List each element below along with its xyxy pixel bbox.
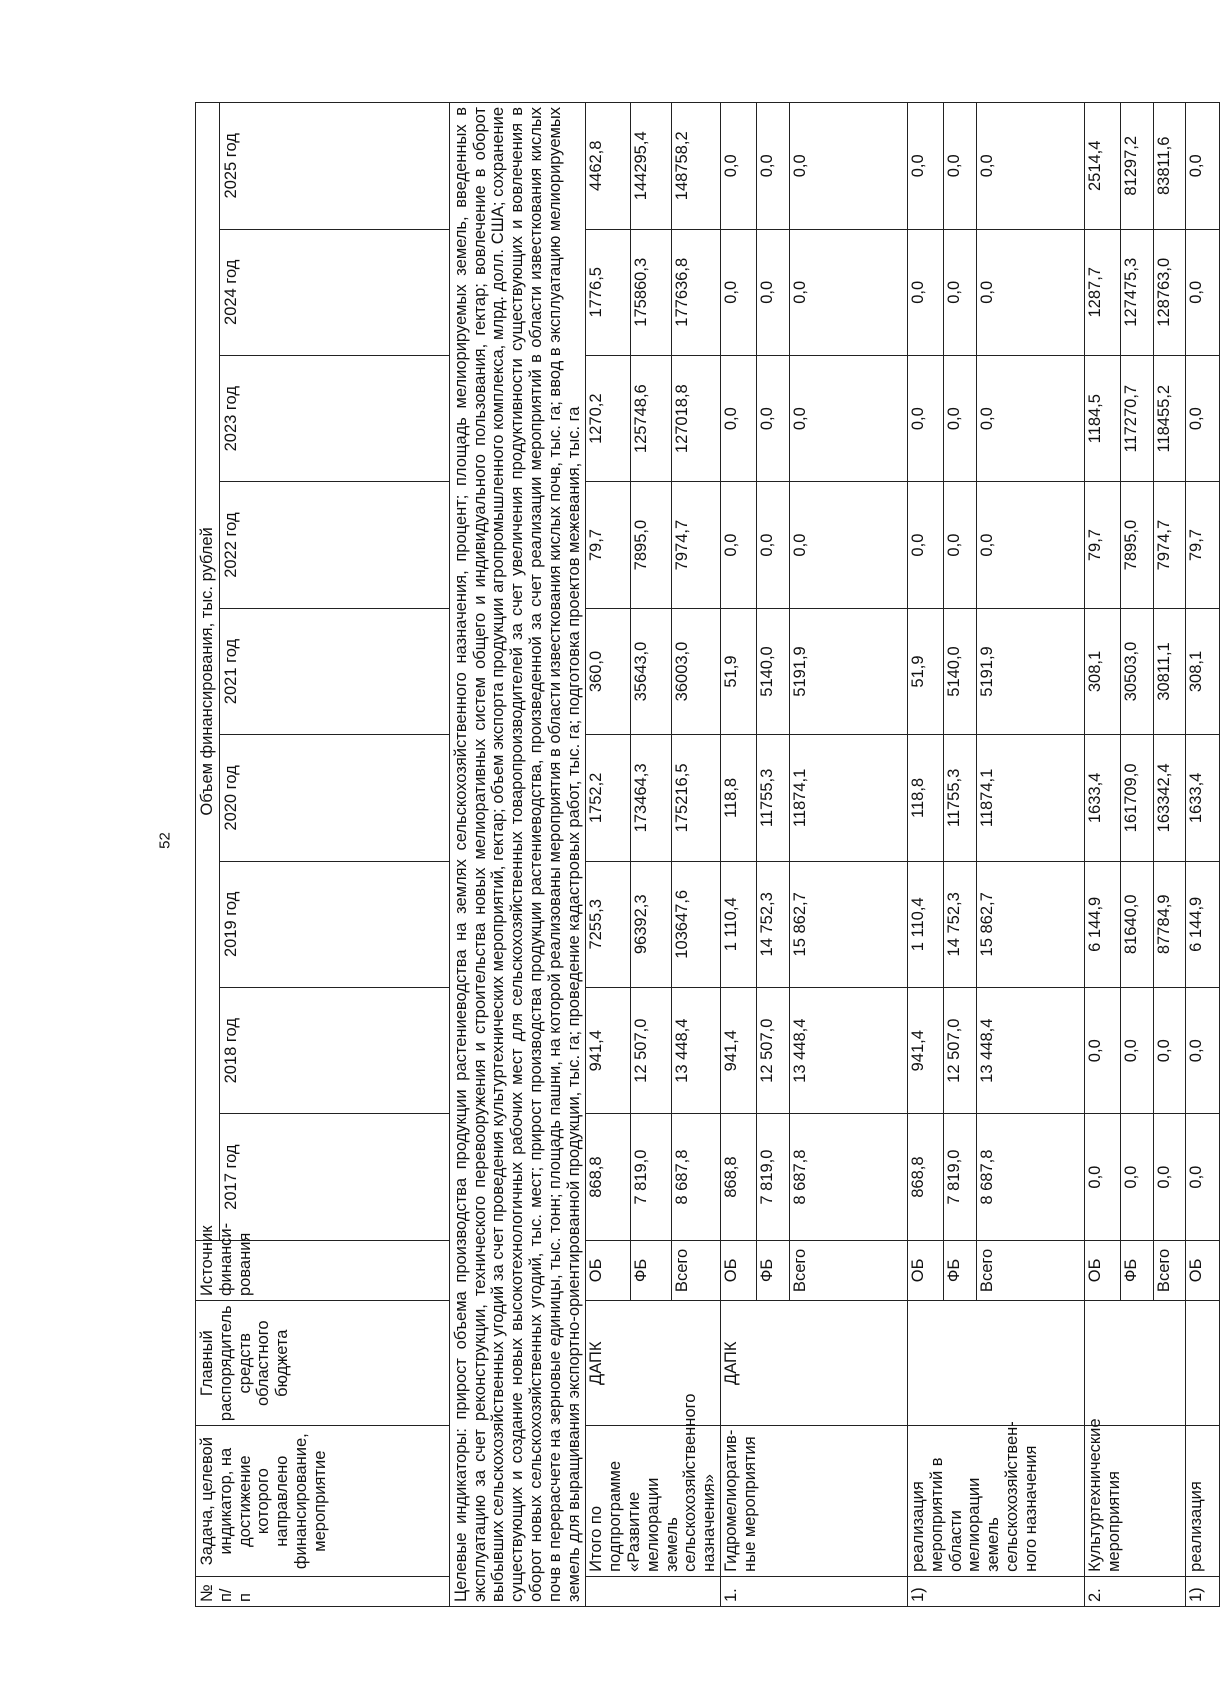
amount-cell: 0,0 <box>789 229 907 355</box>
header-year: 2025 год <box>219 103 449 230</box>
amount-cell: 0,0 <box>756 229 789 355</box>
header-year: 2018 год <box>219 988 449 1114</box>
activity-name: реализация мероприятий в области мелиорации земель сельскохозяйствен-ного назначения <box>907 1426 1084 1576</box>
amount-cell: 5191,9 <box>976 608 1084 734</box>
amount-cell: 0,0 <box>789 482 907 608</box>
amount-cell: 0,0 <box>1120 988 1153 1114</box>
amount-cell: 0,0 <box>907 355 943 481</box>
amount-cell: 0,0 <box>720 355 756 481</box>
amount-cell: 5140,0 <box>756 608 789 734</box>
amount-cell: 6 144,9 <box>1084 861 1120 987</box>
amount-cell: 1270,2 <box>586 355 630 481</box>
amount-cell: 8 687,8 <box>976 1114 1084 1240</box>
amount-cell: 11874,1 <box>976 735 1084 861</box>
amount-cell: 1633,4 <box>1084 735 1120 861</box>
amount-cell: 5191,9 <box>789 608 907 734</box>
amount-cell: 0,0 <box>1185 229 1219 355</box>
funding-source: ОБ <box>720 1240 756 1300</box>
budget-manager: ДАПК <box>720 1301 907 1426</box>
amount-cell: 7895,0 <box>1120 482 1153 608</box>
amount-cell: 941,4 <box>720 988 756 1114</box>
funding-source: Всего <box>789 1240 907 1300</box>
header-year: 2019 год <box>219 861 449 987</box>
amount-cell: 0,0 <box>907 482 943 608</box>
amount-cell: 13 448,4 <box>789 988 907 1114</box>
header-year: 2024 год <box>219 229 449 355</box>
amount-cell: 175216,5 <box>671 735 720 861</box>
amount-cell: 0,0 <box>1185 988 1219 1114</box>
amount-cell: 173464,3 <box>630 735 671 861</box>
amount-cell: 0,0 <box>907 103 943 230</box>
amount-cell: 30811,1 <box>1153 608 1185 734</box>
amount-cell: 0,0 <box>756 355 789 481</box>
amount-cell: 175860,3 <box>630 229 671 355</box>
amount-cell: 161709,0 <box>1120 735 1153 861</box>
amount-cell: 81297,2 <box>1120 103 1153 230</box>
amount-cell: 15 862,7 <box>789 861 907 987</box>
amount-cell: 1633,4 <box>1185 735 1219 861</box>
amount-cell: 0,0 <box>789 103 907 230</box>
amount-cell: 14 752,3 <box>943 861 976 987</box>
activity-name: Гидромелиоратив-ные мероприятия <box>720 1426 907 1576</box>
amount-cell: 14 752,3 <box>756 861 789 987</box>
amount-cell: 118,8 <box>720 735 756 861</box>
table-row <box>586 103 630 1607</box>
amount-cell: 0,0 <box>1084 1114 1120 1240</box>
header-volume: Объем финансирования, тыс. рублей <box>196 103 220 1241</box>
header-no: № п/п <box>196 1576 450 1606</box>
amount-cell: 0,0 <box>943 103 976 230</box>
amount-cell: 8 687,8 <box>789 1114 907 1240</box>
target-indicators: Целевые индикаторы: прирост объема производства продукции растениеводства на землях сельскохозяйственного назначения, процент; площадь мелиорируемых земель, введенных в эксплуатацию за счет реконструкции, технического перевооружения и строительства новых мелиоративных систем общего и индивидуального пользования, гектар; вовлечение в оборот выбывших сельскохозяйственных угодий за счет проведения культуртехнических мероприятий, гектар; объем экспорта продукции агропромышленного комплекса, млрд. долл. США; сохранение существующих и создание новых высокотехнологичных рабочих мест для сельскохозяйственных товаропроизводителей за счет увеличения продуктивности существующих и вовлечения в оборот новых сельскохозяйственных угодий, тыс. мест; прирост производства продукции растениеводства, произведенной за счет реализации мероприятий в области известкования кислых почв в перерасчете на зерновые единицы, тыс. тонн; площадь пашни, на которой реализованы мероприятия в области известкования кислых почв, тыс. га; ввод в эксплуатацию мелиорируемых земель для выращивания экспортно-ориентированной продукции, тыс. га; проведение кадастровых работ, тыс. га; подготовка проектов межевания, тыс. га <box>449 103 586 1607</box>
amount-cell: 1 110,4 <box>907 861 943 987</box>
header-source: Источник финанси-рования <box>196 1240 450 1300</box>
amount-cell: 868,8 <box>907 1114 943 1240</box>
amount-cell: 87784,9 <box>1153 861 1185 987</box>
amount-cell: 118455,2 <box>1153 355 1185 481</box>
budget-manager <box>907 1301 1084 1426</box>
funding-source: ФБ <box>1120 1240 1153 1300</box>
amount-cell: 7895,0 <box>630 482 671 608</box>
amount-cell: 35643,0 <box>630 608 671 734</box>
activity-name: Итого по подпрограмме «Развитие мелиорации земель сельскохозяйственного назначения» <box>586 1426 721 1576</box>
amount-cell: 0,0 <box>756 103 789 230</box>
funding-source: Всего <box>976 1240 1084 1300</box>
amount-cell: 1 110,4 <box>720 861 756 987</box>
header-year: 2022 год <box>219 482 449 608</box>
funding-source: ФБ <box>943 1240 976 1300</box>
amount-cell: 117270,7 <box>1120 355 1153 481</box>
amount-cell: 1287,7 <box>1084 229 1120 355</box>
amount-cell: 51,9 <box>720 608 756 734</box>
amount-cell: 941,4 <box>586 988 630 1114</box>
amount-cell: 7 819,0 <box>630 1114 671 1240</box>
amount-cell: 163342,4 <box>1153 735 1185 861</box>
amount-cell: 0,0 <box>976 229 1084 355</box>
amount-cell: 12 507,0 <box>756 988 789 1114</box>
amount-cell: 7 819,0 <box>756 1114 789 1240</box>
amount-cell: 0,0 <box>943 355 976 481</box>
row-number: 1) <box>1185 1576 1219 1606</box>
amount-cell: 81640,0 <box>1120 861 1153 987</box>
amount-cell: 7 819,0 <box>943 1114 976 1240</box>
amount-cell: 30503,0 <box>1120 608 1153 734</box>
amount-cell: 1776,5 <box>586 229 630 355</box>
amount-cell: 118,8 <box>907 735 943 861</box>
header-year: 2020 год <box>219 735 449 861</box>
amount-cell: 7974,7 <box>1153 482 1185 608</box>
table-row <box>1084 103 1120 1607</box>
amount-cell: 0,0 <box>720 482 756 608</box>
amount-cell: 0,0 <box>720 229 756 355</box>
amount-cell: 11755,3 <box>943 735 976 861</box>
amount-cell: 5140,0 <box>943 608 976 734</box>
amount-cell: 13 448,4 <box>976 988 1084 1114</box>
row-number: 1) <box>907 1576 1084 1606</box>
row-number: 2. <box>1084 1576 1185 1606</box>
funding-source: ОБ <box>586 1240 630 1300</box>
budget-manager <box>1185 1301 1219 1426</box>
budget-manager: ДАПК <box>586 1301 721 1426</box>
amount-cell: 1752,2 <box>586 735 630 861</box>
funding-source: Всего <box>1153 1240 1185 1300</box>
table-row <box>907 103 943 1607</box>
amount-cell: 4462,8 <box>586 103 630 230</box>
amount-cell: 79,7 <box>586 482 630 608</box>
activity-name: Культуртехнические мероприятия <box>1084 1426 1185 1576</box>
amount-cell: 0,0 <box>1185 1114 1219 1240</box>
amount-cell: 11874,1 <box>789 735 907 861</box>
header-year: 2021 год <box>219 608 449 734</box>
amount-cell: 868,8 <box>720 1114 756 1240</box>
header-manager: Главный распорядитель средств областного бюджета <box>196 1301 450 1426</box>
amount-cell: 144295,4 <box>630 103 671 230</box>
activity-name: реализация <box>1185 1426 1219 1576</box>
amount-cell: 13 448,4 <box>671 988 720 1114</box>
rotated-page <box>195 102 1205 1607</box>
amount-cell: 148758,2 <box>671 103 720 230</box>
funding-source: ОБ <box>1084 1240 1120 1300</box>
amount-cell: 0,0 <box>1084 988 1120 1114</box>
amount-cell: 0,0 <box>907 229 943 355</box>
amount-cell: 308,1 <box>1185 608 1219 734</box>
amount-cell: 308,1 <box>1084 608 1120 734</box>
funding-source: Всего <box>671 1240 720 1300</box>
table-row <box>1185 103 1219 1607</box>
page-number: 52 <box>156 832 174 849</box>
amount-cell: 0,0 <box>720 103 756 230</box>
amount-cell: 51,9 <box>907 608 943 734</box>
amount-cell: 125748,6 <box>630 355 671 481</box>
amount-cell: 12 507,0 <box>943 988 976 1114</box>
amount-cell: 0,0 <box>1185 103 1219 230</box>
amount-cell: 0,0 <box>1153 1114 1185 1240</box>
amount-cell: 79,7 <box>1185 482 1219 608</box>
funding-source: ФБ <box>630 1240 671 1300</box>
header-year: 2017 год <box>219 1114 449 1240</box>
amount-cell: 127475,3 <box>1120 229 1153 355</box>
amount-cell: 0,0 <box>1153 988 1185 1114</box>
amount-cell: 0,0 <box>976 355 1084 481</box>
header-year: 2023 год <box>219 355 449 481</box>
financing-table <box>195 102 1220 1607</box>
amount-cell: 0,0 <box>1185 355 1219 481</box>
table-row <box>720 103 756 1607</box>
budget-manager <box>1084 1301 1185 1426</box>
amount-cell: 177636,8 <box>671 229 720 355</box>
amount-cell: 0,0 <box>756 482 789 608</box>
amount-cell: 7974,7 <box>671 482 720 608</box>
funding-source: ОБ <box>907 1240 943 1300</box>
amount-cell: 0,0 <box>976 482 1084 608</box>
amount-cell: 0,0 <box>1120 1114 1153 1240</box>
row-number <box>586 1576 721 1606</box>
header-task: Задача, целевой индикатор, на достижение которого направлено финансирование, мероприятие <box>196 1426 450 1576</box>
amount-cell: 127018,8 <box>671 355 720 481</box>
amount-cell: 79,7 <box>1084 482 1120 608</box>
amount-cell: 128763,0 <box>1153 229 1185 355</box>
amount-cell: 0,0 <box>943 229 976 355</box>
row-number: 1. <box>720 1576 907 1606</box>
amount-cell: 2514,4 <box>1084 103 1120 230</box>
amount-cell: 360,0 <box>586 608 630 734</box>
amount-cell: 15 862,7 <box>976 861 1084 987</box>
funding-source: ФБ <box>756 1240 789 1300</box>
amount-cell: 868,8 <box>586 1114 630 1240</box>
amount-cell: 36003,0 <box>671 608 720 734</box>
amount-cell: 941,4 <box>907 988 943 1114</box>
amount-cell: 103647,6 <box>671 861 720 987</box>
amount-cell: 11755,3 <box>756 735 789 861</box>
amount-cell: 1184,5 <box>1084 355 1120 481</box>
amount-cell: 0,0 <box>943 482 976 608</box>
amount-cell: 83811,6 <box>1153 103 1185 230</box>
funding-source: ОБ <box>1185 1240 1219 1300</box>
amount-cell: 12 507,0 <box>630 988 671 1114</box>
amount-cell: 96392,3 <box>630 861 671 987</box>
amount-cell: 0,0 <box>976 103 1084 230</box>
amount-cell: 7255,3 <box>586 861 630 987</box>
amount-cell: 8 687,8 <box>671 1114 720 1240</box>
amount-cell: 6 144,9 <box>1185 861 1219 987</box>
amount-cell: 0,0 <box>789 355 907 481</box>
